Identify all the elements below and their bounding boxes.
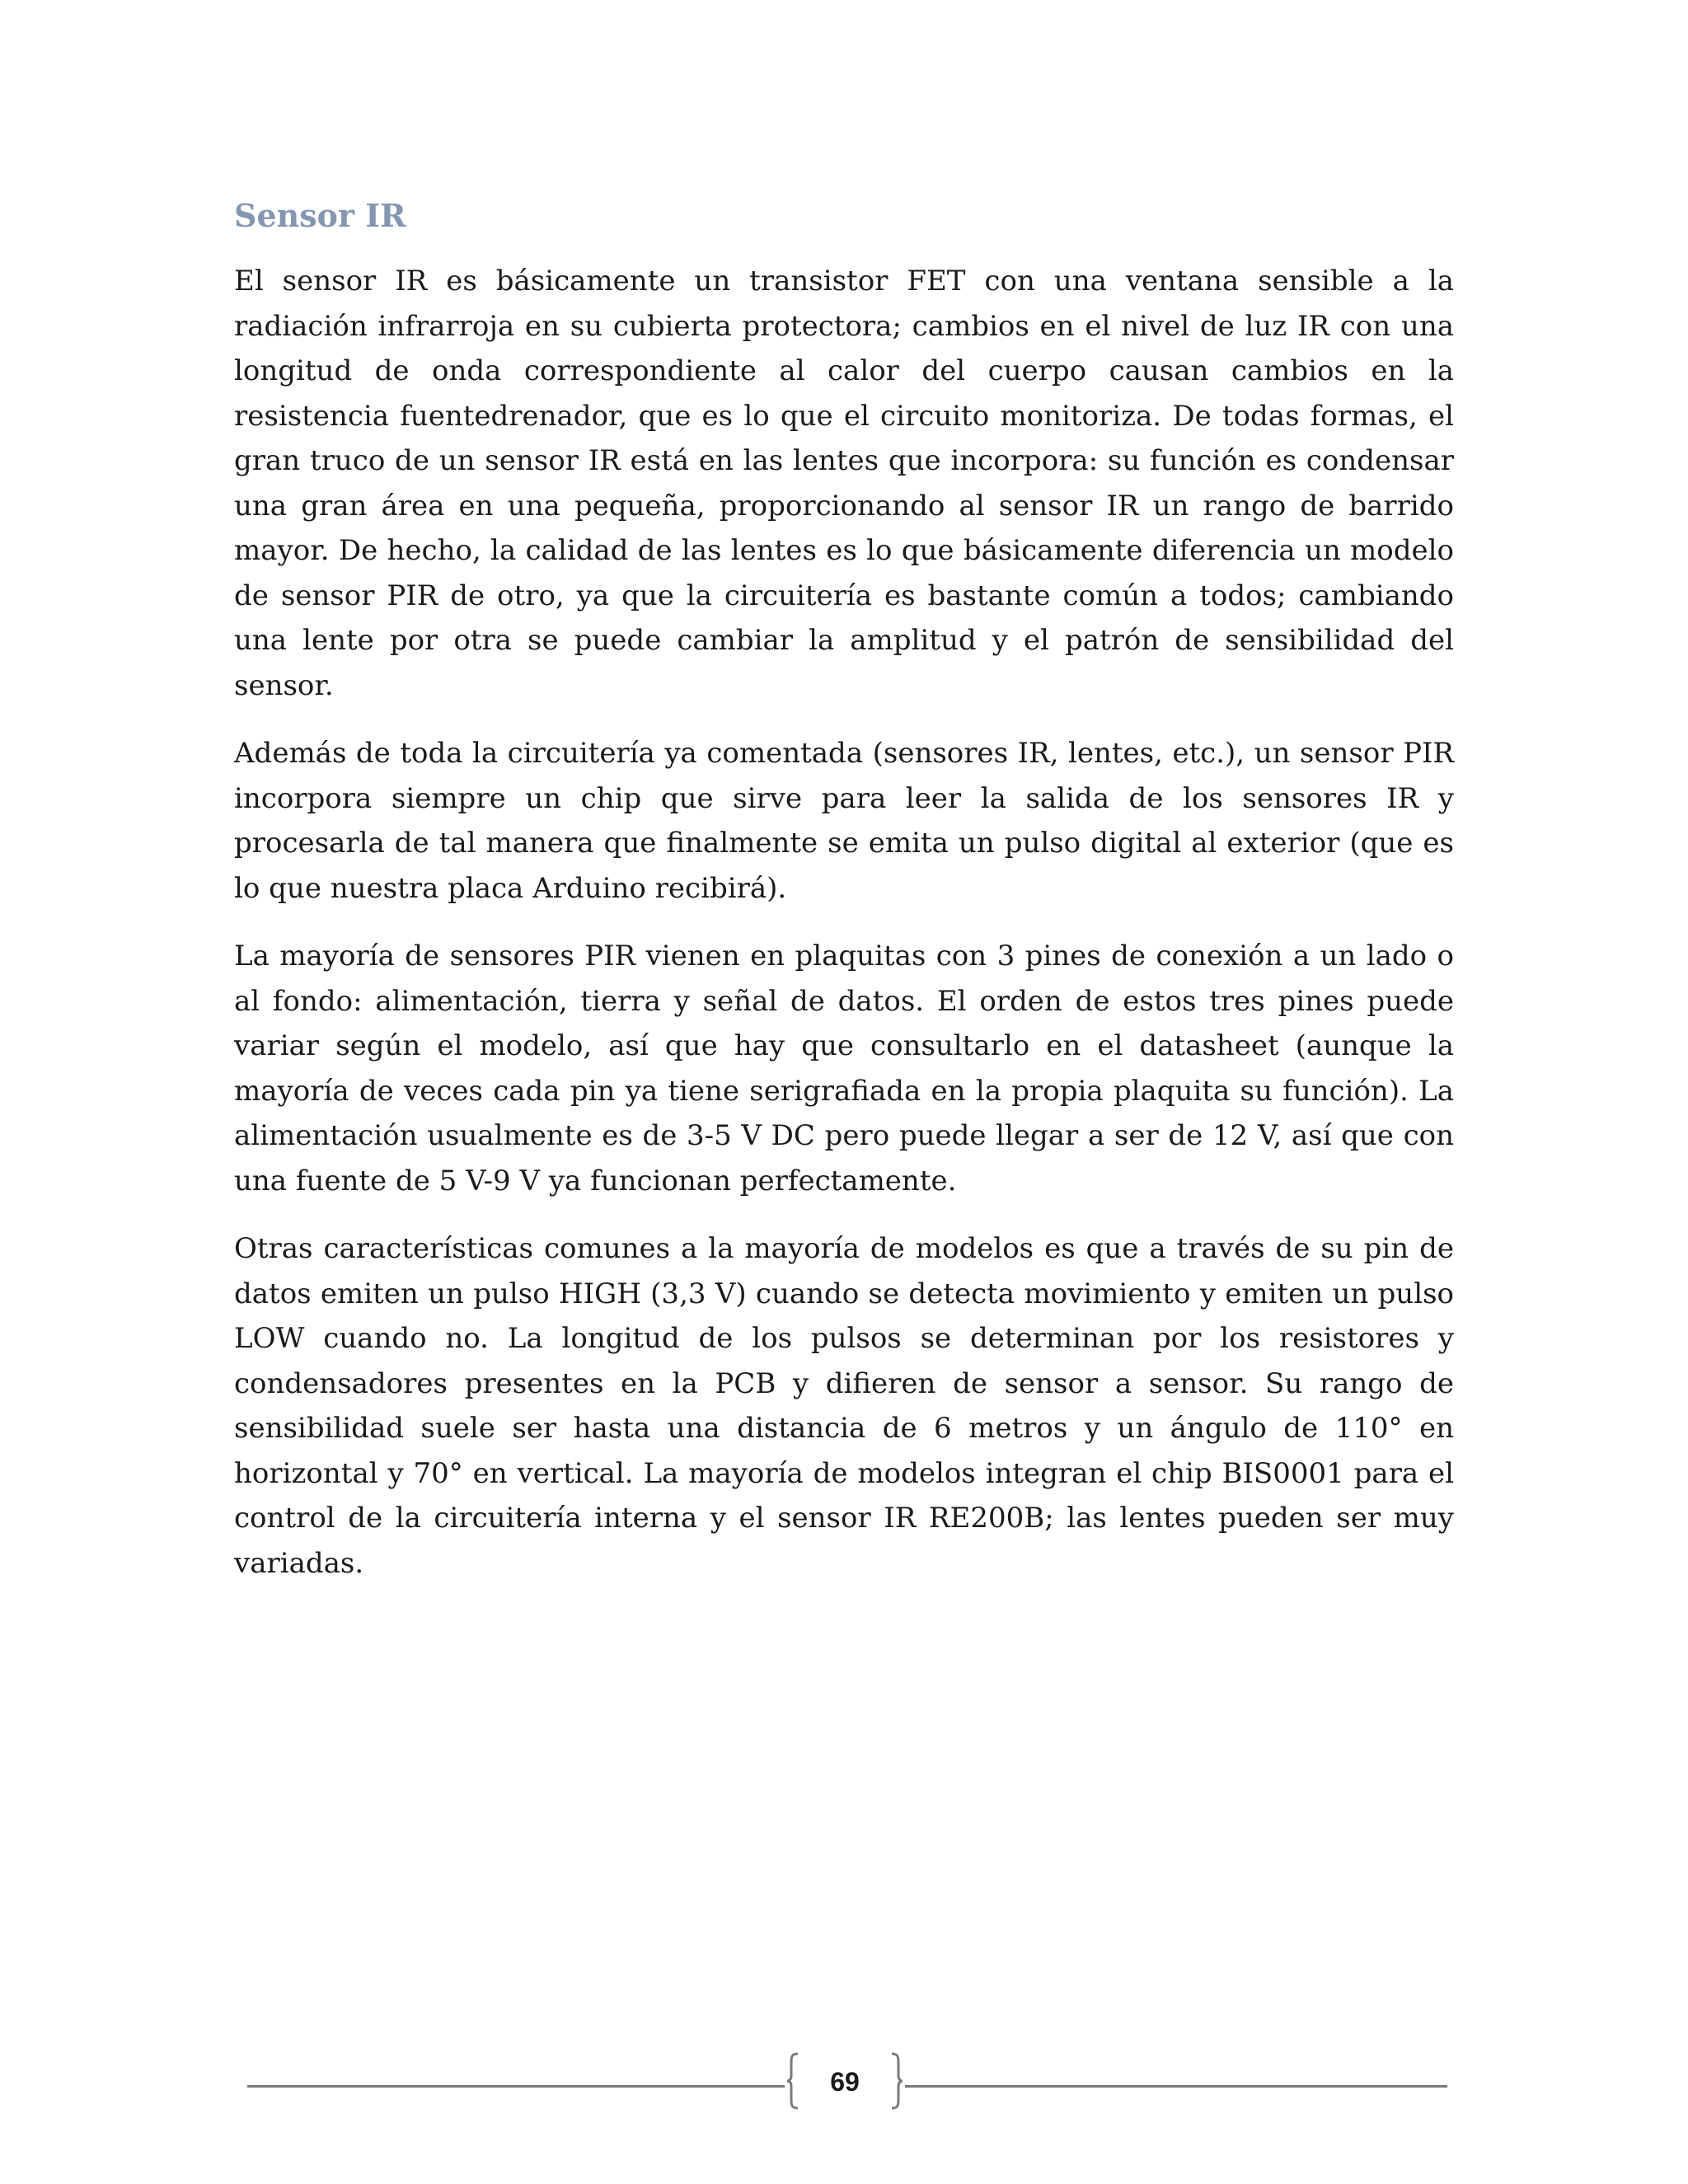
paragraph-pir-chip: Además de toda la circuitería ya comentada (sensores IR, lentes, etc.), un sensor PIR incorpora siempre un chip que sirve para leer la salida de los sensores IR y procesarla de tal manera que finalmente se emita un pulso digital al exterior (que es lo que nuestra placa Arduino recibirá).	[234, 737, 1454, 905]
footer-rule-left	[247, 2085, 785, 2088]
page-footer	[247, 2052, 1447, 2118]
page-content	[234, 191, 1454, 1609]
paragraph-pir-pins: La mayoría de sensores PIR vienen en plaquitas con 3 pines de conexión a un lado o al fondo: alimentación, tierra y señal de datos. El orden de estos tres pines puede variar según el modelo, así que hay que consultarlo en el datasheet (aunque la mayoría de veces cada pin ya tiene serigrafiada en la propia plaquita su función). La alimentación usualmente es de 3-5 V DC pero puede llegar a ser de 12 V, así que con una fuente de 5 V-9 V ya funcionan perfectamente.	[234, 940, 1454, 1197]
left-bracket-icon	[786, 2052, 799, 2110]
page-number: 69	[830, 2067, 860, 2097]
paragraph-ir-sensor-intro: El sensor IR es básicamente un transistor FET con una ventana sensible a la radiación infrarroja en su cubierta protectora; cambios en el nivel de luz IR con una longitud de onda correspondiente al calor del cuerpo causan cambios en la resistencia fuentedrenador, que es lo que el circuito monitoriza. De todas formas, el gran truco de un sensor IR está en las lentes que incorpora: su función es condensar una gran área en una pequeña, proporcionando al sensor IR un rango de barrido mayor. De hecho, la calidad de las lentes es lo que básicamente diferencia un modelo de sensor PIR de otro, ya que la circuitería es bastante común a todos; cambiando una lente por otra se puede cambiar la amplitud y el patrón de sensibilidad del sensor.	[234, 265, 1454, 702]
section-title: Sensor IR	[234, 197, 406, 234]
footer-rule-right	[905, 2085, 1447, 2088]
right-bracket-icon	[890, 2052, 903, 2110]
paragraph-pir-characteristics: Otras características comunes a la mayoría de modelos es que a través de su pin de datos emiten un pulso HIGH (3,3 V) cuando se detecta movimiento y emiten un pulso LOW cuando no. La longitud de los pulsos se determinan por los resistores y condensadores presentes en la PCB y difieren de sensor a sensor. Su rango de sensibilidad suele ser hasta una distancia de 6 metros y un ángulo de 110° en horizontal y 70° en vertical. La mayoría de modelos integran el chip BIS0001 para el control de la circuitería interna y el sensor IR RE200B; las lentes pueden ser muy variadas.	[234, 1232, 1454, 1580]
